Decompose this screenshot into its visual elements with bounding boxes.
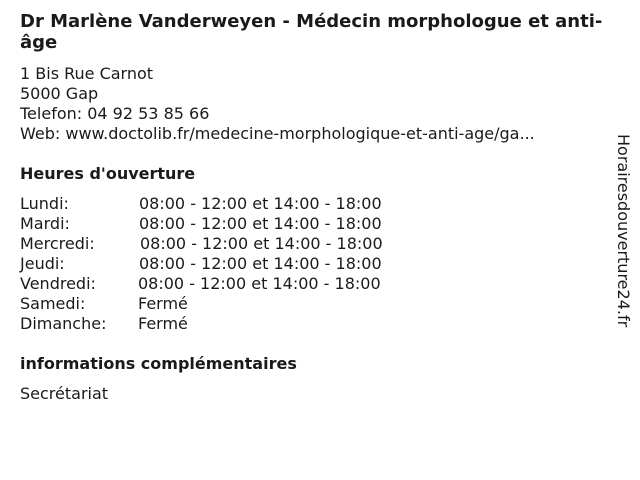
address-street: 1 Bis Rue Carnot — [20, 64, 154, 83]
hours-time: Fermé — [138, 314, 188, 333]
hours-time: 08:00 - 12:00 et 14:00 - 18:00 — [140, 234, 383, 253]
site-watermark — [612, 134, 634, 374]
website-line[interactable]: Web: www.doctolib.fr/medecine-morphologique-et-anti-age/ga... — [20, 124, 535, 143]
hours-time: 08:00 - 12:00 et 14:00 - 18:00 — [139, 254, 382, 273]
contact-block — [20, 64, 535, 144]
hours-heading: Heures d'ouverture — [20, 164, 196, 183]
hours-day: Dimanche: — [20, 314, 107, 333]
hours-time: Fermé — [138, 294, 188, 313]
hours-day: Samedi: — [20, 294, 86, 313]
info-text: Secrétariat — [20, 384, 109, 403]
hours-day: Jeudi: — [20, 254, 65, 273]
hours-day: Mercredi: — [20, 234, 95, 253]
hours-time: 08:00 - 12:00 et 14:00 - 18:00 — [139, 194, 382, 213]
address-city: 5000 Gap — [20, 84, 99, 103]
page-title: Dr Marlène Vanderweyen - Médecin morphologue et anti-âge — [20, 11, 603, 53]
phone-line[interactable]: Telefon: 04 92 53 85 66 — [20, 104, 210, 123]
watermark-text: Horairesdouverture24.fr — [614, 134, 633, 328]
hours-day: Vendredi: — [20, 274, 96, 293]
hours-time: 08:00 - 12:00 et 14:00 - 18:00 — [139, 214, 382, 233]
hours-day: Lundi: — [20, 194, 69, 213]
info-heading: informations complémentaires — [20, 354, 297, 373]
hours-day: Mardi: — [20, 214, 70, 233]
hours-time: 08:00 - 12:00 et 14:00 - 18:00 — [138, 274, 381, 293]
